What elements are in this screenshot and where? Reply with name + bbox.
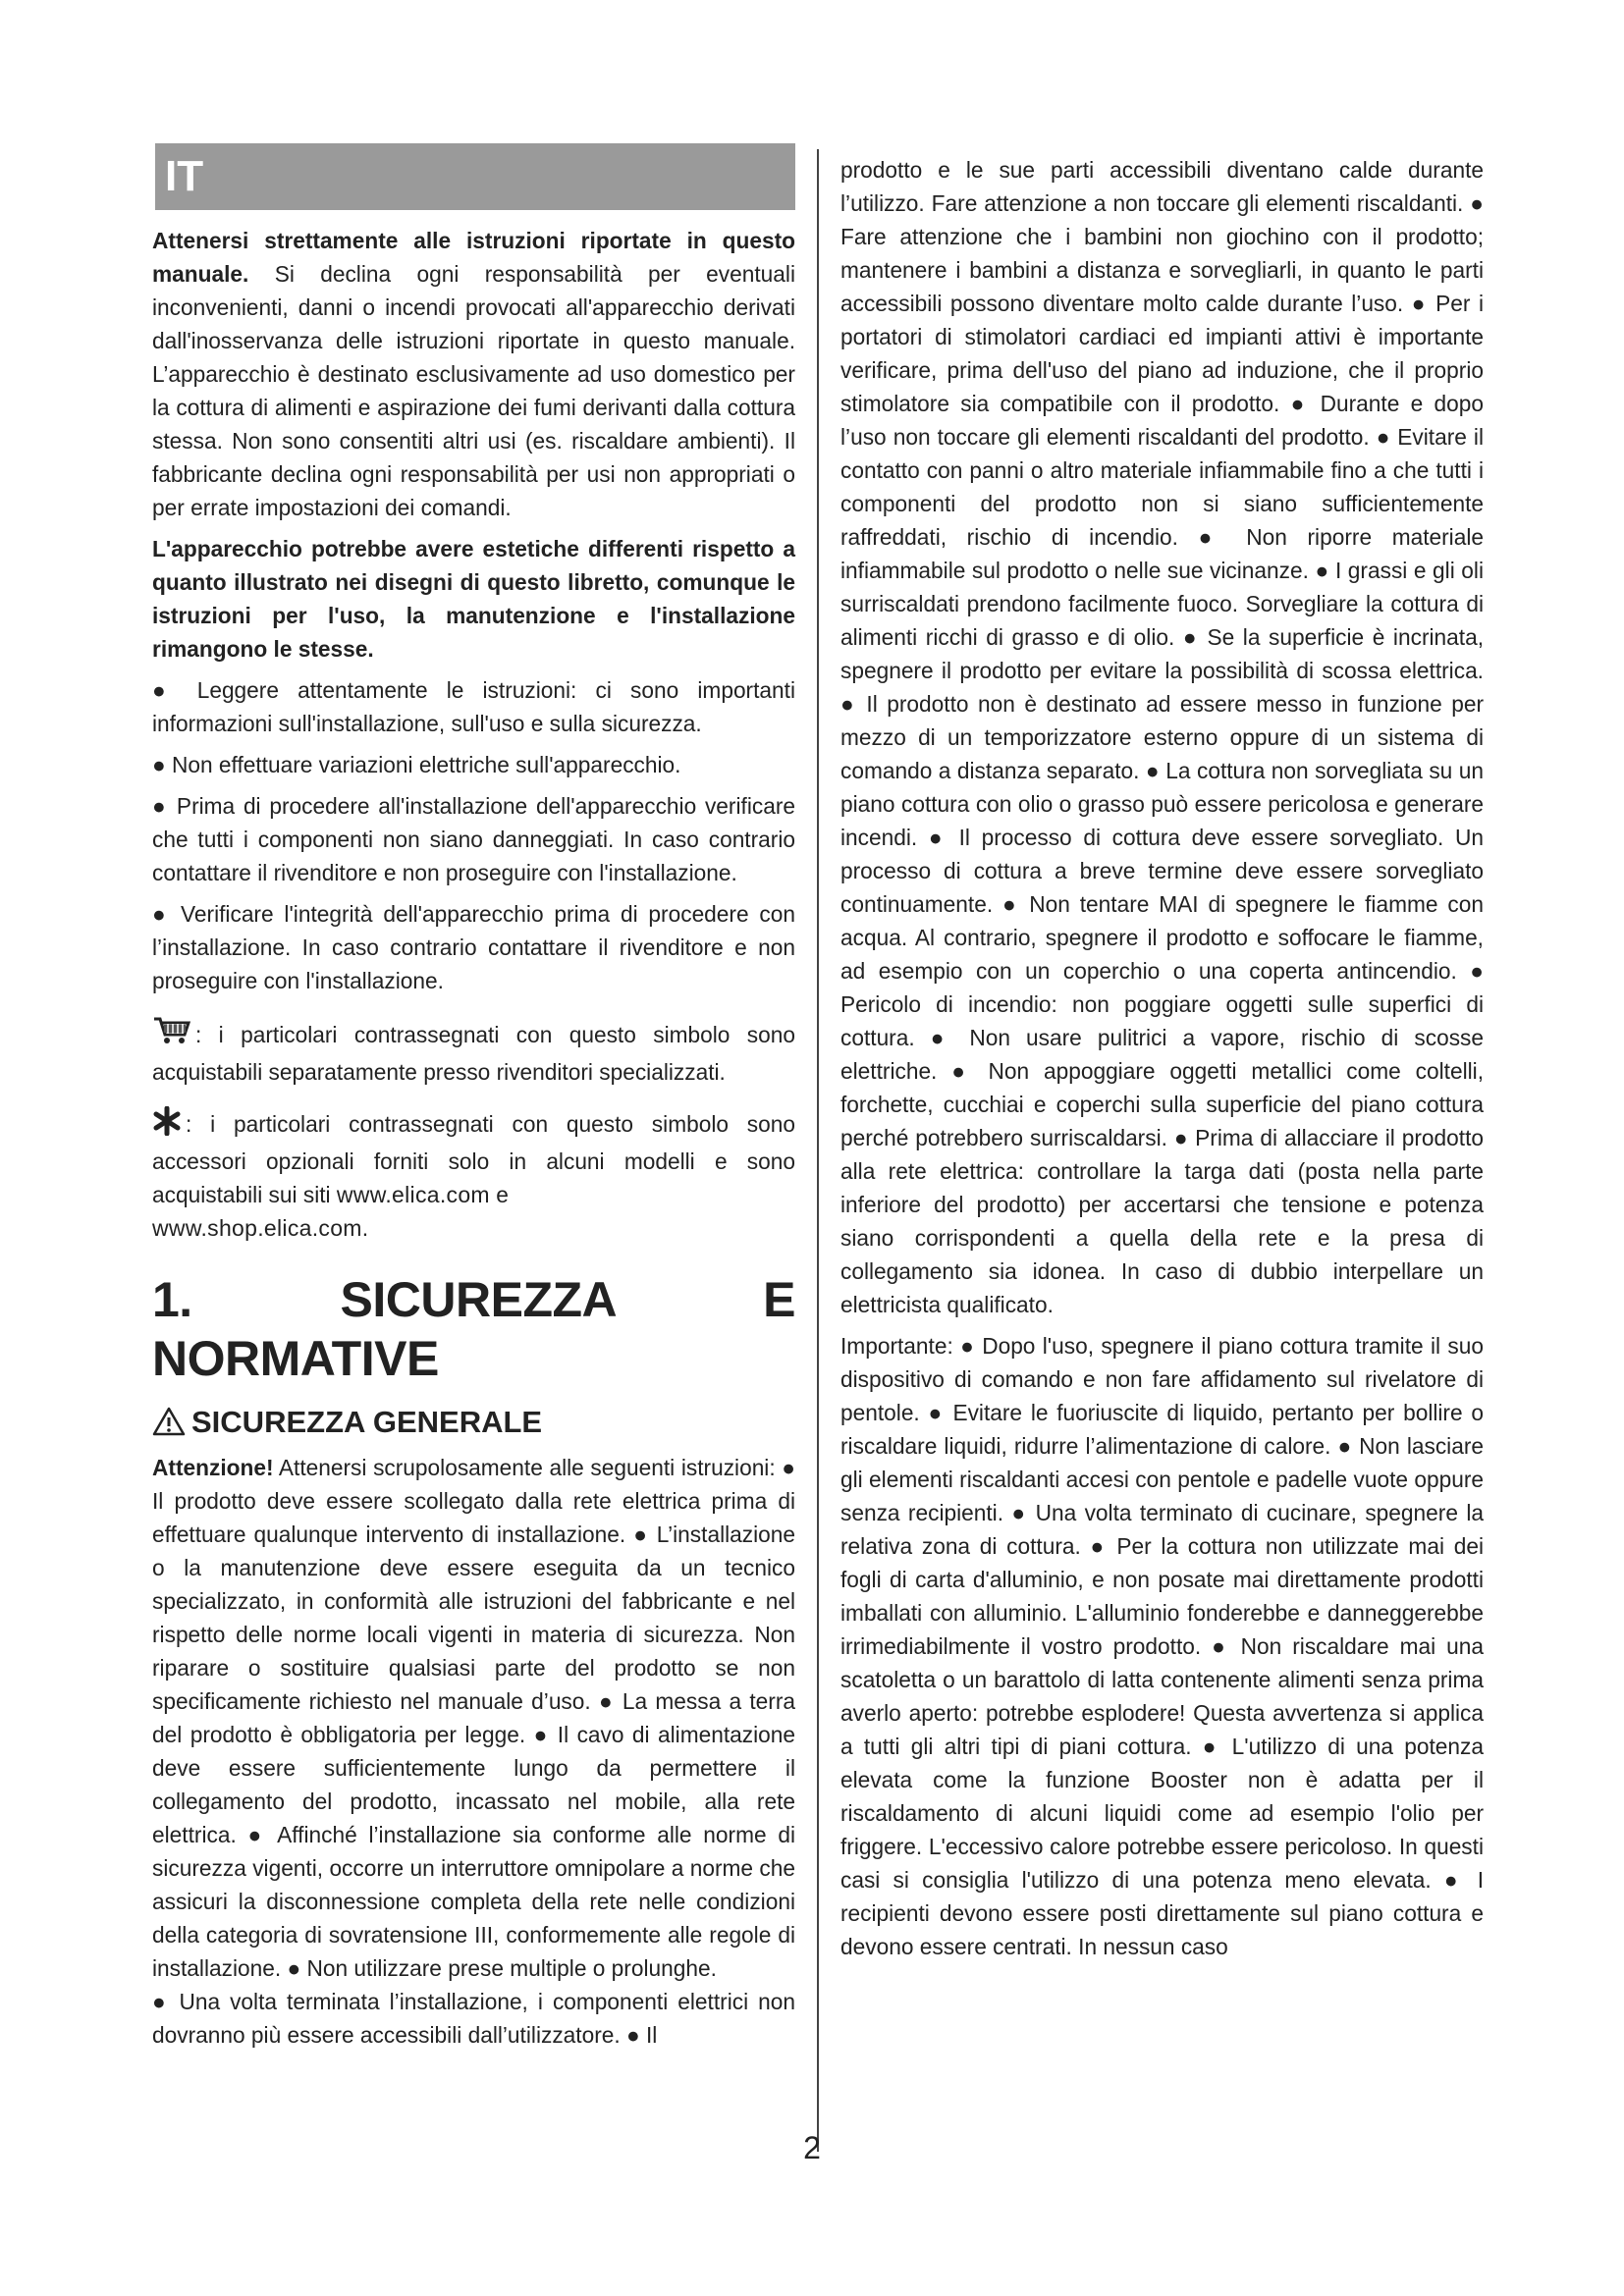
website-link[interactable]: www.elica.com <box>336 1182 490 1207</box>
star-note <box>152 1106 795 1245</box>
left-column <box>152 143 795 2052</box>
bullet-no-electrical-changes: ● Non effettuare variazioni elettriche sull'apparecchio. <box>152 752 681 777</box>
warning-icon <box>152 1406 186 1447</box>
safety-paragraph-right: prodotto e le sue parti accessibili diventano calde durante l’utilizzo. Fare attenzione a non toccare gli elementi riscaldanti. ● Fare attenzione che i bambini non giochino con il prodotto; mantenere i bambini a distanza e sorvegliarli, in quanto le parti accessibili possono diventare molto calde durante l’uso. ● Per i portatori di stimolatori cardiaci ed impianti attivi è importante verificare, prima dell'uso del piano ad induzione, che il proprio stimolatore sia compatibile con il prodotto. ● Durante e dopo l’uso non toccare gli elementi riscaldanti del prodotto. ● Evitare il contatto con panni o altro materiale infiammabile fino a che tutti i componenti del prodotto non si siano sufficientemente raffreddati, rischio di incendio. ● Non riporre materiale infiammabile sul prodotto o nelle sue vicinanze. ● I grassi e gli oli surriscaldati prendono facilmente fuoco. Sorvegliare la cottura di alimenti ricchi di grasso e di olio. ● Se la superficie è incrinata, spegnere il prodotto per evitare la possibilità di scossa elettrica. ● Il prodotto non è destinato ad essere messo in funzione per mezzo di un temporizzatore esterno oppure di un sistema di comando a distanza separato. ● La cottura non sorvegliata su un piano cottura con olio o grasso può essere pericolosa e generare incendi. ● Il processo di cottura deve essere sorvegliato. Un processo di cottura a breve termine deve essere sorvegliato continuamente. ● Non tentare MAI di spegnere le fiamme con acqua. Al contrario, spegnere il prodotto e soffocare le fiamme, ad esempio con un coperchio o una coperta antincendio. ● Pericolo di incendio: non poggiare oggetti sulle superfici di cottura. ● Non usare pulitrici a vapore, rischio di scosse elettriche. ● Non appoggiare oggetti metallici come coltelli, forchette, cucchiai e coperchi sulla superficie del piano cottura perché potrebbero surriscaldarsi. ● Prima di allacciare il prodotto alla rete elettrica: controllare la targa dati (posta nella parte inferiore del prodotto) per accertarsi che tensione e potenza siano corrispondenti a quella della rete e la presa di collegamento sia idonea. In caso di dubbio interpellare un elettricista qualificato. <box>840 157 1484 1317</box>
intro-text: Si declina ogni responsabilità per eventuali inconvenienti, danni o incendi provocati all'apparecchio derivati dall'inosservanza delle istruzioni riportate in questo manuale. L’apparecchio è destinato esclusivamente ad uso domestico per la cottura di alimenti e aspirazione dei fumi derivanti dalla cottura stessa. Non sono consentiti altri usi (es. riscaldare ambienti). Il fabbricante declina ogni responsabilità per usi non appropriati o per errate impostazioni dei comandi. <box>152 261 795 520</box>
right-column <box>840 153 1484 1963</box>
language-header <box>155 143 795 210</box>
attention-label: Attenzione! <box>152 1455 274 1480</box>
bullet-check-integrity: ● Verificare l'integrità dell'apparecchio prima di procedere con l’installazione. In caso contrario contattare il rivenditore e non proseguire con l'installazione. <box>152 901 795 993</box>
conjunction: e <box>496 1182 509 1207</box>
language-label: IT <box>165 152 204 200</box>
intro-bold: Attenersi strettamente alle istruzioni riportate in questo manuale. <box>152 228 795 287</box>
page-number: 2 <box>803 2130 821 2165</box>
shopping-cart-icon <box>152 1015 191 1055</box>
safety-paragraph <box>152 1451 795 1985</box>
bullet-check-components: ● Prima di procedere all'installazione dell'apparecchio verificare che tutti i componenti non siano danneggiati. In caso contrario contattare il rivenditore e non proseguire con l'installazione. <box>152 793 795 885</box>
subsection-title-text: SICUREZZA GENERALE <box>191 1405 543 1439</box>
intro-paragraph <box>152 224 795 524</box>
bullet-read-instructions: ● Leggere attentamente le istruzioni: ci sono importanti informazioni sull'installazione, sull'uso e sulla sicurezza. <box>152 677 795 736</box>
shop-website-link[interactable]: www.shop.elica.com. <box>152 1215 369 1241</box>
star-note-text: : i particolari contrassegnati con questo simbolo sono accessori opzionali forniti solo in alcuni modelli e sono acquistabili sui siti <box>152 1111 795 1207</box>
asterisk-icon <box>152 1106 182 1145</box>
safety-paragraph-continued: ● Una volta terminata l’installazione, i componenti elettrici non dovranno più essere accessibili dall’utilizzatore. ● Il <box>152 1989 795 2048</box>
subsection-title <box>152 1402 795 1447</box>
column-divider <box>817 149 819 2152</box>
cart-note-text: : i particolari contrassegnati con questo simbolo sono acquistabili separatamente presso rivenditori specializzati. <box>152 1022 795 1085</box>
important-paragraph: Importante: ● Dopo l'uso, spegnere il piano cottura tramite il suo dispositivo di comando e non fare affidamento sul rivelatore di pentole. ● Evitare le fuoriuscite di liquido, pertanto per bollire o riscaldare liquidi, ridurre l’alimentazione di calore. ● Non lasciare gli elementi riscaldanti accesi con pentole e padelle vuote oppure senza recipienti. ● Una volta terminato di cucinare, spegnere la relativa zona di cottura. ● Per la cottura non utilizzate mai dei fogli di carta d'alluminio, e non posate mai direttamente prodotti imballati con alluminio. L'alluminio fonderebbe e danneggerebbe irrimediabilmente il vostro prodotto. ● Non riscaldare mai una scatoletta o un barattolo di latta contenente alimenti senza prima averlo aperto: potrebbe esplodere! Questa avvertenza si applica a tutti gli altri tipi di piani cottura. ● L'utilizzo di una potenza elevata come la funzione Booster non è adatta per il riscaldamento di alcuni liquidi come ad esempio l'olio per friggere. L'eccessivo calore potrebbe essere pericoloso. In questi casi si consiglia l'utilizzo di una potenza meno elevata. ● I recipienti devono essere posti direttamente sul piano cottura e devono essere centrati. In nessun caso <box>840 1333 1484 1959</box>
cart-note <box>152 1015 795 1089</box>
safety-text: Attenersi scrupolosamente alle seguenti istruzioni: ● Il prodotto deve essere scollegato dalla rete elettrica prima di effettuare qualunque intervento di installazione. ● L’installazione o la manutenzione deve essere eseguita da un tecnico specializzato, in conformità alle istruzioni del fabbricante e nel rispetto delle norme locali vigenti in materia di sicurezza. Non riparare o sostituire qualsiasi parte del prodotto se non specificamente richiesto nel manuale d’uso. ● La messa a terra del prodotto è obbligatoria per legge. ● Il cavo di alimentazione deve essere sufficientemente lungo da permettere il collegamento del prodotto, incassato nel mobile, alla rete elettrica. ● Affinché l’installazione sia conforme alle norme di sicurezza vigenti, occorre un interruttore omnipolare a norme che assicuri la disconnessione completa della rete nelle condizioni della categoria di sovratensione III, conformemente alle regole di installazione. ● Non utilizzare prese multiple o prolunghe. <box>152 1455 795 1981</box>
aesthetic-note: L'apparecchio potrebbe avere estetiche differenti rispetto a quanto illustrato nei disegni di questo libretto, comunque le istruzioni per l'uso, la manutenzione e l'installazione rimangono le stesse. <box>152 536 795 662</box>
section-title: 1. SICUREZZA E NORMATIVE <box>152 1272 795 1386</box>
